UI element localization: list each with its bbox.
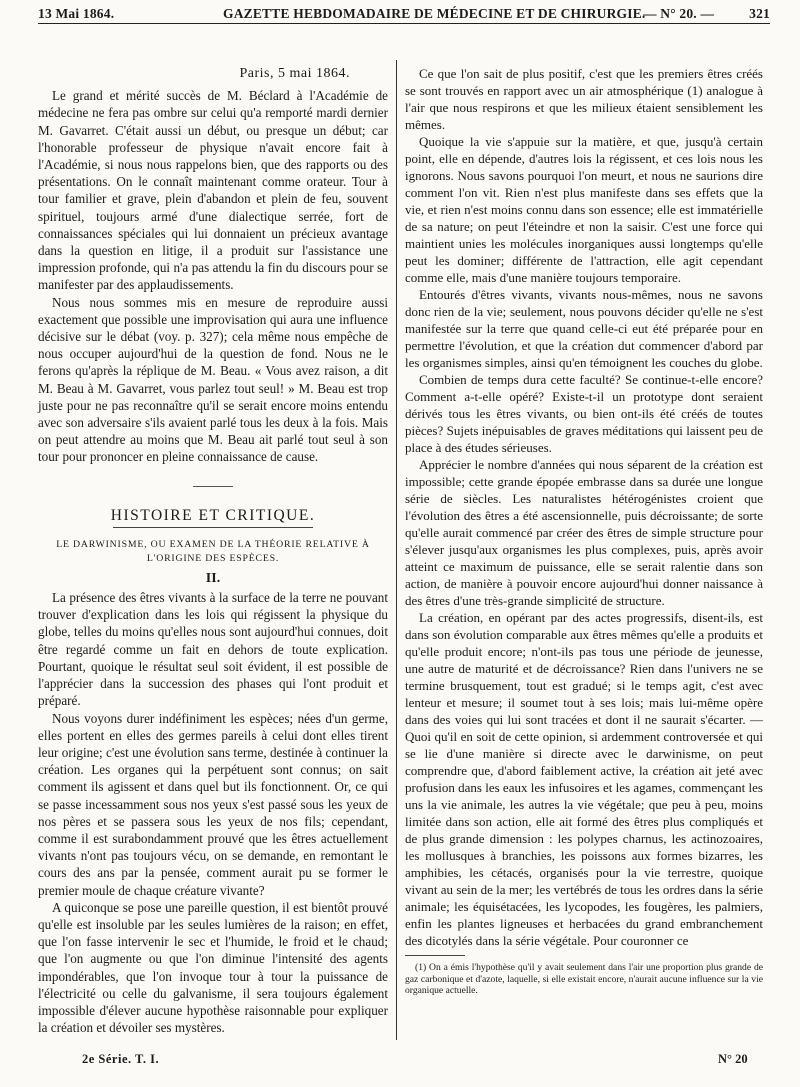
footnote: (1) On a émis l'hypothèse qu'il y avait seulement dans l'air une proportion plus grande de gaz carbonique et d'azote, laquelle, si elle existait encore, n'aurait aucune influence sur la vie organique actuelle.: [405, 962, 763, 996]
issue-date: 13 Mai 1864.: [38, 6, 115, 21]
section-title: HISTOIRE ET CRITIQUE.: [110, 506, 316, 524]
paragraph: Apprécier le nombre d'années qui nous séparent de la création est impossible; cette grande épopée embrasse dans sa durée une longue série de siècles. Les naturalistes hétérogénistes croient que l'évolution des êtres a été ascensionnelle, puis décroissante; de sorte qu'elle aurait commencé par créer des êtres de simple structure pour s'élever jusqu'aux organismes les plus complexes, puis, après avoir atteint ce maximum de puissance, elle se serait ralentie dans son action, de manière à pouvoir encore aujourd'hui donner naissance à des êtres d'une très-grande simplicité de structure.: [405, 457, 763, 608]
right-column: [405, 65, 763, 997]
issue-number: — N° 20. —: [643, 6, 715, 21]
paragraph: La création, en opérant par des actes progressifs, disent-ils, est dans son évolution comparable aux êtres mêmes qu'elle a produits et qu'elle produit encore; n'ont-ils pas tous une période de jeunesse, une autre de maturité et de décroissance? Rien dans l'univers ne se termine brusquement, tout est gradué; si le temps agit, c'est avec lenteur et mesure; il soumet tout à ses lois; mais lui-même opère dans des voies qui lui sont tracées et dont il ne saurait s'écarter. — Quoi qu'il en soit de cette opinion, si ardemment controversée et qui se lie d'une manière si directe avec le darwinisme, on peut comprendre que, d'abord faiblement active, la création ait jeté avec profusion dans les eaux les infusoires et les agames, commençant les uns la vie animale, les autres la vie végétale; que peu à peu, moins limitée dans son action, elle ait formé des êtres plus compliqués et de plus grande dimension : les polypes charnus, les actinozoaires, les mollusques à branchies, les poissons aux formes bizarres, les amphibies, les cétacés, organisés pour la vie terrestre, quoique vivant au sein de la mer; les vertébrés de tous les ordres dans la série animale; les équisétacées, les lycopodes, les fougères, les palmiers, enfin les plantes ligneuses et herbacées du grand embranchement des dicotylés dans la série végétale. Pour couronner ce: [405, 610, 763, 948]
paragraph: Entourés d'êtres vivants, vivants nous-mêmes, nous ne savons donc rien de la vie; seulement, nous pouvons décider qu'elle ne s'est manifestée sur la terre que quand celle-ci eut été préparée pour en permettre l'évolution, et que la création dut commencer d'abord par les organismes simples, ainsi qu'en témoignent les couches du globe.: [405, 287, 763, 370]
paragraph: Le grand et mérité succès de M. Béclard à l'Académie de médecine ne fera pas ombre sur celui qu'a remporté mardi dernier M. Gavarret. C'était aussi un début, ou presque un début; car l'honorable professeur de physique n'avait encore fait à l'Académie, si nous nous rappelons bien, que des rapports ou des présentations. On le connaît maintenant comme orateur. Tour à tour familier et grave, plein d'abandon et plein de feu, souvent spirituel, toujours armé d'une dialectique serrée, fort de connaissances spéciales qui lui donnaient un précieux avantage dans la question en litige, il a produit sur l'assistance une impression profonde, qui n'a pas attendu la fin du discours pour se manifester par des applaudissements.: [38, 88, 388, 293]
paragraph: Quoique la vie s'appuie sur la matière, et que, jusqu'à certain point, elle en dépende, d'autres lois la régissent, et ces lois nous les ignorons. Nous savons pourquoi l'on meurt, et nous ne saurions dire comment l'on vit. Rien n'est plus manifeste dans ses effets que la vie, et rien n'est moins connu dans son essence; elle est immatérielle de sa nature; on peut l'éteindre et non la saisir. C'est une force qui maintient unies les molécules inorganiques aussi longtemps qu'elle peut les dominer; différente de l'attraction, elle agit cependant comme elle, mais d'une manière toujours temporaire.: [405, 134, 763, 285]
footnote-rule: [405, 955, 465, 956]
paragraph: Nous voyons durer indéfiniment les espèces; nées d'un germe, elles portent en elles des germes pareils à celui dont elles tirent leur origine; c'est une évolution sans terme, destinée à continuer la création. Les organes qui la perpétuent sont connus; on sait comment ils agissent et dans quel but ils fonctionnent. Or, ce qui se passe incessamment sous nos yeux s'est passé sous les yeux de nos pères et se passera sous les yeux de nos fils; cependant, comme il est surabondamment prouvé que les êtres actuellement vivants n'ont pas toujours vécu, on se demande, en remontant le cours des ans par la pensée, comment aurait pu se former le premier moule de chaque créature vivante?: [38, 710, 388, 898]
paragraph: A quiconque se pose une pareille question, il est bientôt prouvé qu'elle est insoluble par les seules lumières de la raison; en effet, que l'on fasse intervenir le sec et l'humide, le froid et le chaud; que l'on augmente ou que l'on diminue l'intensité des agents impondérables, que l'on invoque tour à tour la puissance de l'électricité ou celle du galvanisme, il sera toujours également impossible d'élever aucune hypothèse raisonnable pour expliquer la création et dévoiler ses mystères.: [38, 899, 388, 1036]
paragraph: Nous nous sommes mis en mesure de reproduire aussi exactement que possible une improvisation qui aura une influence décisive sur le débat (voy. p. 327); cela même nous empêche de nous occuper aujourd'hui de la question de fond. Nous ne le ferons qu'après la réplique de M. Beau. « Vous avez raison, a dit M. Beau à M. Gavarret, vous parlez tout seul! » M. Beau est trop juste pour ne pas reconnaître qu'il se serait encore moins entendu avec son adversaire s'ils avaient parlé tous les deux à la fois. Mais on peut attendre au moins que M. Beau ait parlé tout seul à son tour pour prononcer en pleine connaissance de cause.: [38, 294, 388, 465]
paragraph: Ce que l'on sait de plus positif, c'est que les premiers êtres créés se sont trouvés en rapport avec un air atmosphérique (1) analogue à l'air que nous respirons et que les milieux étaient sensiblement les mêmes.: [405, 66, 763, 132]
part-number: II.: [205, 570, 221, 586]
paragraph: La présence des êtres vivants à la surface de la terre ne pouvant trouver d'explication dans les lois qui régissent la physique du globe, telles du moins qu'elles nous sont aujourd'hui connues, doit être regardé comme un fait en dehors de toute explication. Pourtant, quoique le résultat seul soit évident, il est possible de l'apprécier dans la succession des phases qui l'ont produit et préparé.: [38, 590, 388, 709]
article-subtitle: LE DARWINISME, OU EXAMEN DE LA THÉORIE RELATIVE À L'ORIGINE DES ESPÈCES.: [56, 538, 370, 564]
paragraph: Combien de temps dura cette faculté? Se continue-t-elle encore? Comment a-t-elle opéré? Existe-t-il un prototype dont seraient dérivés tous les êtres vivants, ou bien ont-ils été créés de toutes pièces? Sujets inépuisables de graves méditations qui laissent peu de place à des études sérieuses.: [405, 372, 763, 455]
series-label: 2e Série. T. I.: [82, 1052, 160, 1066]
header-rule: [38, 23, 770, 24]
journal-title: GAZETTE HEBDOMADAIRE DE MÉDECINE ET DE CHIRURGIE.: [223, 6, 646, 21]
dateline: Paris, 5 mai 1864.: [239, 66, 350, 81]
section-underline: [113, 527, 313, 528]
separator: [193, 486, 233, 487]
signature-number: N° 20: [718, 1052, 748, 1066]
left-column: [38, 65, 388, 1036]
column-divider: [396, 60, 397, 1040]
page-number: 321: [749, 6, 770, 21]
